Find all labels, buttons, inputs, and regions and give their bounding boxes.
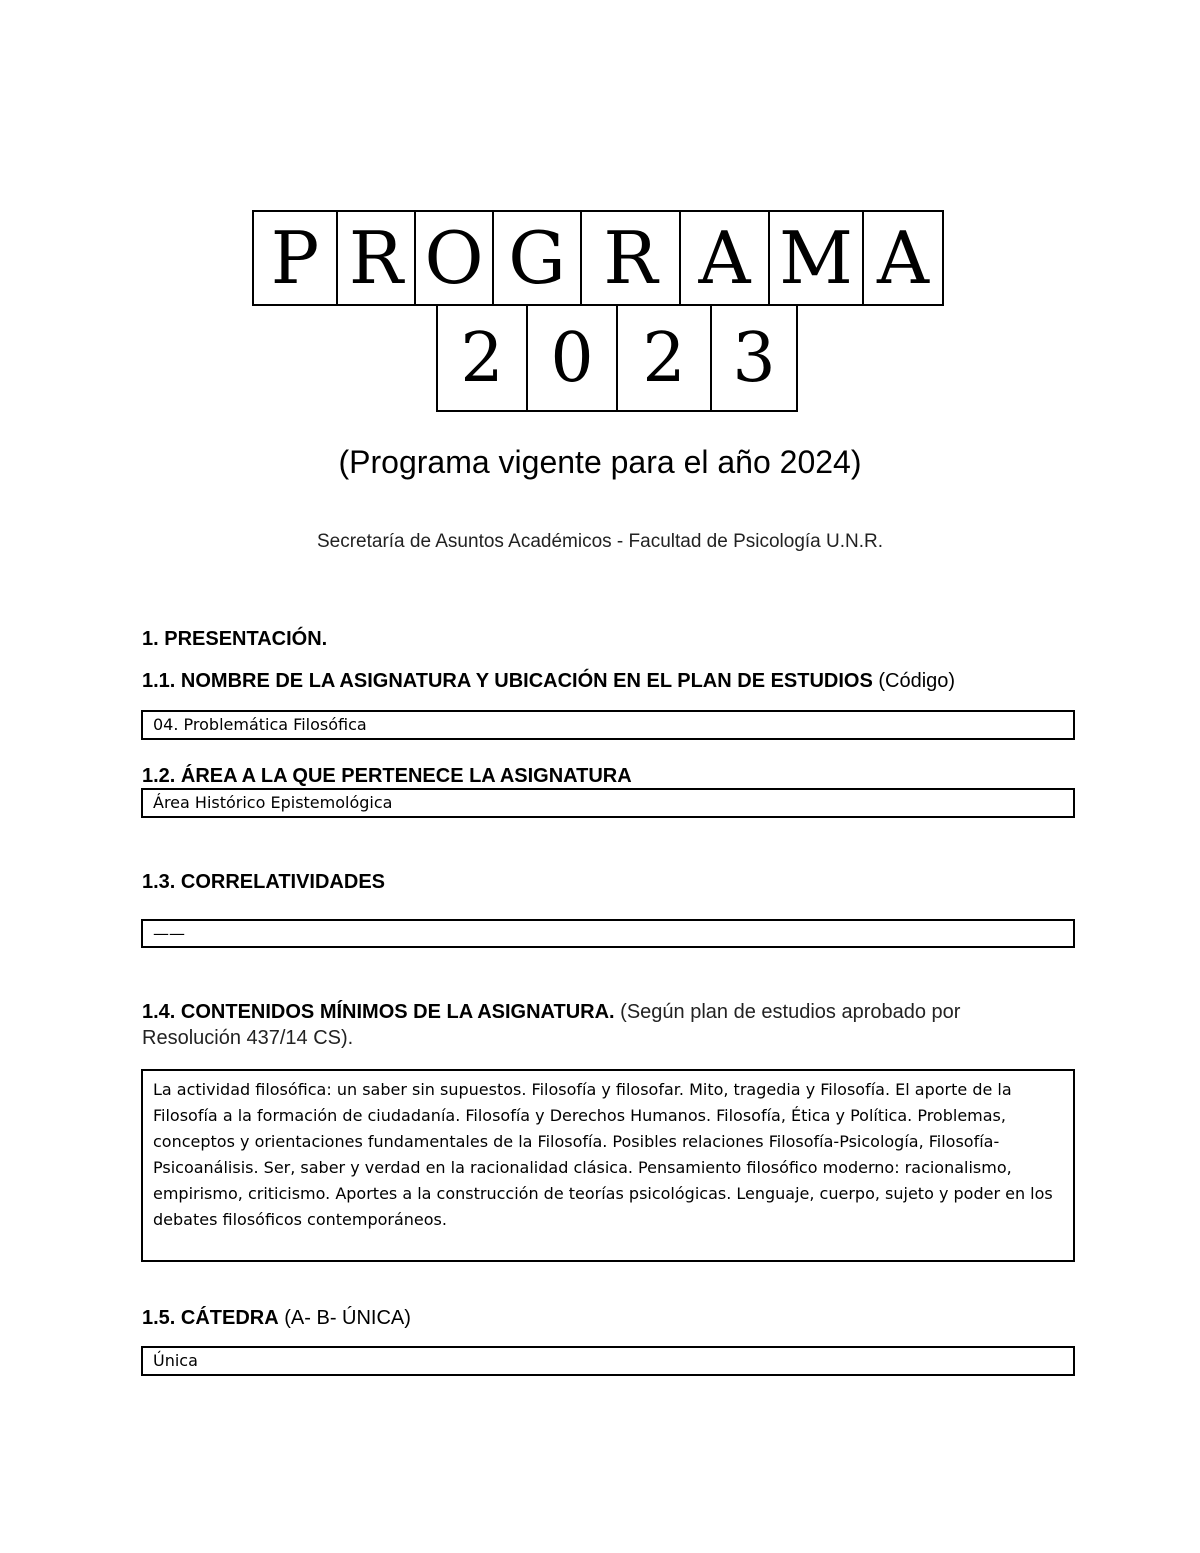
title-letter-box: M (768, 210, 864, 306)
section-heading-1-3: 1.3. CORRELATIVIDADES (142, 871, 385, 893)
year-digit-row (436, 304, 798, 412)
year-digit-box: 3 (710, 304, 798, 412)
catedra-field: Única (141, 1346, 1075, 1376)
title-letter-box: R (580, 210, 681, 306)
heading-note: (A- B- ÚNICA) (278, 1307, 411, 1329)
year-digit-box: 2 (616, 304, 712, 412)
correlatividades-field: —— (141, 919, 1075, 948)
asignatura-field: 04. Problemática Filosófica (141, 710, 1075, 740)
contenidos-minimos-field: La actividad filosófica: un saber sin supuestos. Filosofía y filosofar. Mito, tragedia y Filosofía. El aporte de la Filosofía a la formación de ciudadanía. Filosofía y Derechos Humanos. Filosofía, Ética y Política. Problemas, conceptos y orientaciones fundamentales de la Filosofía. Posibles relaciones Filosofía-Psicología, Filosofía-Psicoanálisis. Ser, saber y verdad en la racionalidad clásica. Pensamiento filosófico moderno: racionalismo, empirismo, criticismo. Aportes a la construcción de teorías psicológicas. Lenguaje, cuerpo, sujeto y poder en los debates filosóficos contemporáneos. (141, 1069, 1075, 1262)
section-heading-1-5 (142, 1305, 411, 1331)
title-letter-box: R (336, 210, 416, 306)
heading-text: 1.1. NOMBRE DE LA ASIGNATURA Y UBICACIÓN EN EL PLAN DE ESTUDIOS (142, 670, 873, 692)
area-field: Área Histórico Epistemológica (141, 788, 1075, 818)
heading-text: 1.4. CONTENIDOS MÍNIMOS DE LA ASIGNATURA. (142, 1001, 615, 1023)
secretaria-line: Secretaría de Asuntos Académicos - Facultad de Psicología U.N.R. (316, 531, 884, 552)
heading-note: (Código) (872, 670, 956, 692)
program-subtitle: (Programa vigente para el año 2024) (338, 444, 862, 480)
section-heading-1-1 (142, 668, 955, 694)
section-heading-1-4 (142, 999, 1062, 1051)
title-letter-box: A (679, 210, 770, 306)
title-letter-box: G (492, 210, 582, 306)
title-letter-box: A (862, 210, 944, 306)
title-letter-box: O (414, 210, 494, 306)
year-digit-box: 2 (436, 304, 528, 412)
year-digit-box: 0 (526, 304, 618, 412)
section-heading-1-2: 1.2. ÁREA A LA QUE PERTENECE LA ASIGNATURA (142, 765, 632, 787)
title-letter-box: P (252, 210, 338, 306)
section-heading-presentacion: 1. PRESENTACIÓN. (142, 628, 328, 650)
heading-text: 1.5. CÁTEDRA (142, 1307, 279, 1329)
title-letter-row (252, 210, 944, 306)
heading-note: (Según plan de estudios aprobado por Resolución 437/14 CS). (142, 1001, 961, 1049)
